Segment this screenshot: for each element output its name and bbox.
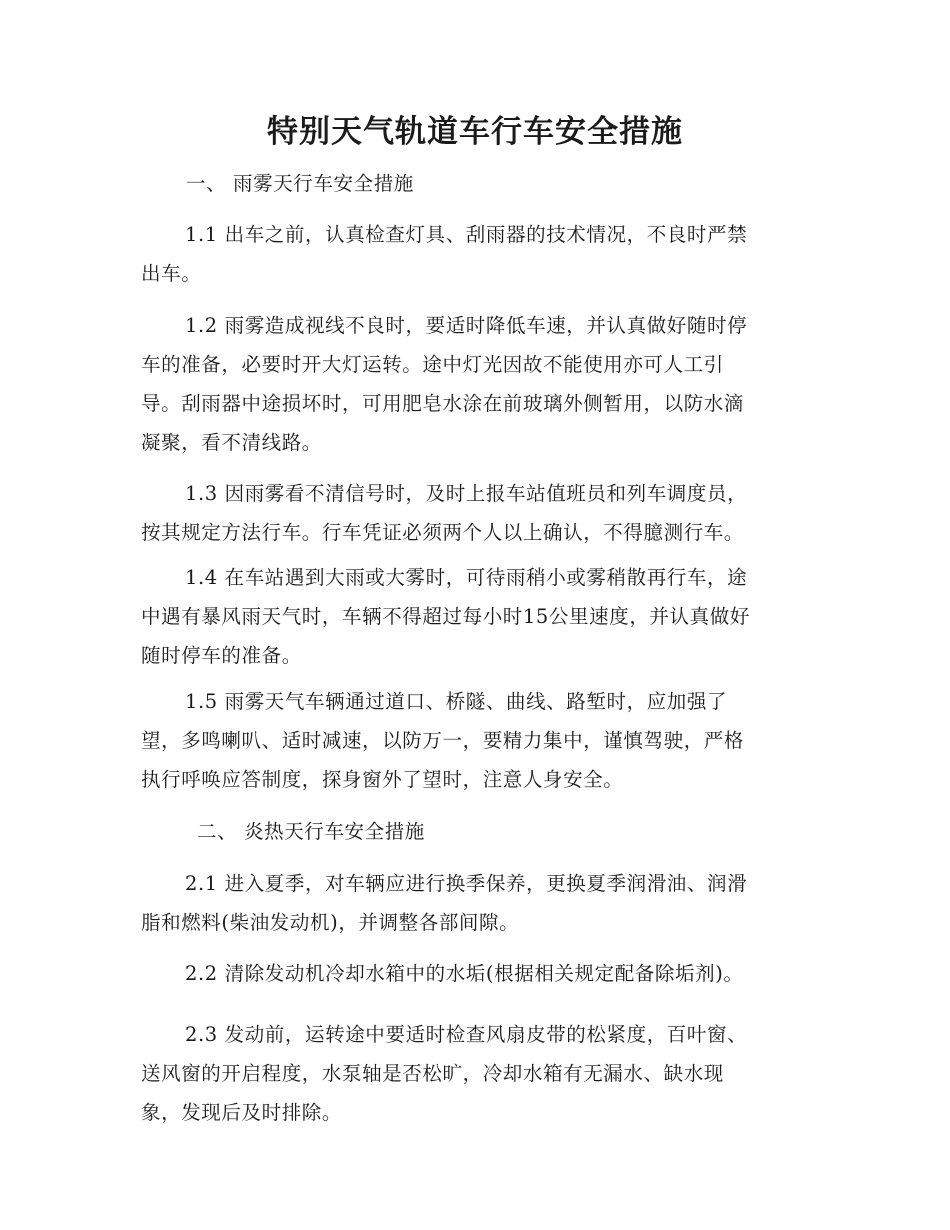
section-heading: 一、 雨雾天行车安全措施 bbox=[186, 172, 414, 195]
paragraph bbox=[141, 474, 803, 552]
paragraph-line: 2.1 进入夏季，对车辆应进行换季保养，更换夏季润滑油、润滑 bbox=[185, 872, 748, 895]
paragraph-line: 中遇有暴风雨天气时，车辆不得超过每小时15公里速度，并认真做好 bbox=[141, 605, 750, 628]
paragraph-line: 出车。 bbox=[141, 262, 202, 285]
paragraph-line: 1.4 在车站遇到大雨或大雾时，可待雨稍小或雾稍散再行车，途 bbox=[185, 566, 748, 589]
document-title: 特别天气轨道车行车安全措施 bbox=[267, 114, 683, 150]
paragraph-line: 按其规定方法行车。行车凭证必须两个人以上确认，不得臆测行车。 bbox=[141, 521, 745, 544]
paragraph-line: 象，发现后及时排除。 bbox=[141, 1101, 343, 1124]
paragraph-line: 1.3 因雨雾看不清信号时，及时上报车站值班员和列车调度员， bbox=[185, 482, 748, 505]
paragraph bbox=[141, 954, 803, 993]
paragraph-line: 2.2 清除发动机冷却水箱中的水垢(根据相关规定配备除垢剂)。 bbox=[185, 962, 744, 985]
paragraph bbox=[141, 1015, 803, 1132]
paragraph-line: 车的准备，必要时开大灯运转。途中灯光因故不能使用亦可人工引 bbox=[141, 353, 724, 376]
section-heading: 二、 炎热天行车安全措施 bbox=[197, 820, 425, 843]
paragraph bbox=[141, 558, 803, 675]
paragraph bbox=[141, 215, 803, 293]
paragraph-line: 导。刮雨器中途损坏时，可用肥皂水涂在前玻璃外侧暂用，以防水滴 bbox=[141, 392, 745, 415]
paragraph-line: 1.5 雨雾天气车辆通过道口、桥隧、曲线、路堑时，应加强了 bbox=[185, 690, 728, 713]
paragraph-line: 望，多鸣喇叭、适时减速，以防万一，要精力集中，谨慎驾驶，严格 bbox=[141, 729, 745, 752]
paragraph bbox=[141, 306, 803, 462]
paragraph bbox=[141, 682, 803, 799]
paragraph-line: 2.3 发动前，运转途中要适时检查风扇皮带的松紧度，百叶窗、 bbox=[185, 1023, 748, 1046]
paragraph-line: 送风窗的开启程度，水泵轴是否松旷，冷却水箱有无漏水、缺水现 bbox=[141, 1062, 724, 1085]
paragraph bbox=[141, 864, 803, 942]
paragraph-line: 凝聚，看不清线路。 bbox=[141, 431, 322, 454]
paragraph-line: 随时停车的准备。 bbox=[141, 644, 302, 667]
paragraph-line: 1.1 出车之前，认真检查灯具、刮雨器的技术情况，不良时严禁 bbox=[185, 223, 748, 246]
paragraph-line: 脂和燃料(柴油发动机)，并调整各部间隙。 bbox=[141, 911, 520, 934]
paragraph-line: 1.2 雨雾造成视线不良时，要适时降低车速，并认真做好随时停 bbox=[185, 314, 748, 337]
paragraph-line: 执行呼唤应答制度，探身窗外了望时，注意人身安全。 bbox=[141, 768, 624, 791]
